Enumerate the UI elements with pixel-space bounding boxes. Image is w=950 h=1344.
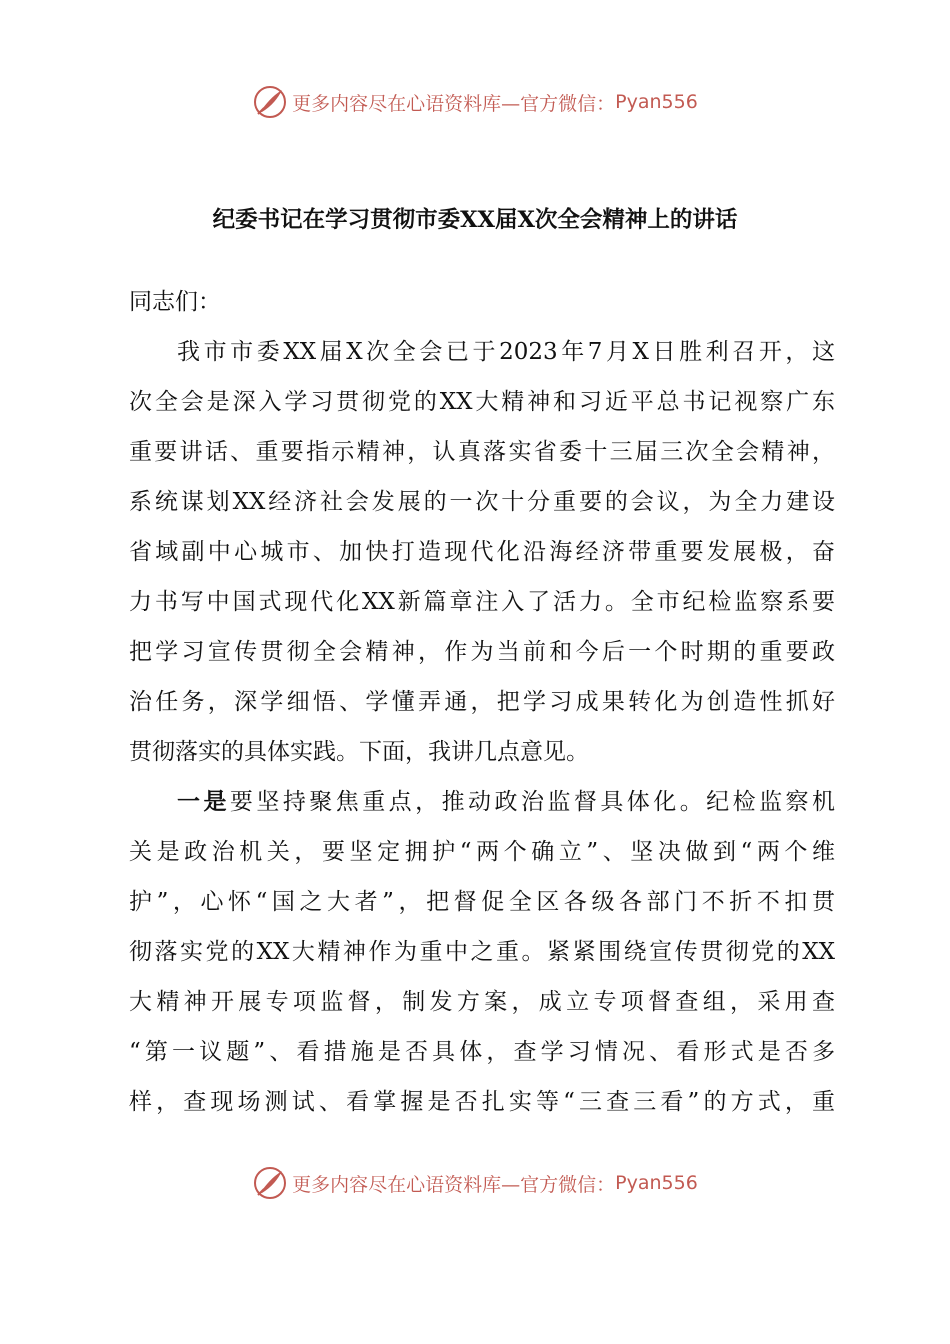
salutation: 同志们：: [129, 289, 221, 315]
paragraph-2-line: 关是政治机关，要坚定拥护“两个确立”、坚决做到“两个维: [129, 839, 835, 865]
paragraph-2-line: 大精神开展专项监督，制发方案，成立专项督查组，采用查: [129, 989, 835, 1015]
paragraph-1-line: 省域副中心城市、加快打造现代化沿海经济带重要发展极，奋: [129, 539, 835, 565]
paragraph-1-line: 次全会是深入学习贯彻党的XX大精神和习近平总书记视察广东: [129, 389, 835, 415]
paragraph-2-first-line: [129, 777, 835, 827]
paragraph-1-line: 我市市委XX届X次全会已于2023年7月X日胜利召开，这: [177, 339, 835, 365]
banner-text: 更多内容尽在心语资料库—官方微信：: [292, 1173, 616, 1196]
page-title: 纪委书记在学习贯彻市委XX届X次全会精神上的讲话: [212, 207, 738, 233]
paragraph-2-line: 护”，心怀“国之大者”，把督促全区各级各部门不折不扣贯: [129, 889, 835, 915]
paragraph-1-line: 把学习宣传贯彻全会精神，作为当前和今后一个时期的重要政: [129, 639, 835, 665]
paragraph-1-line: 系统谋划XX经济社会发展的一次十分重要的会议，为全力建设: [129, 489, 835, 515]
quill-logo-icon: [252, 84, 288, 120]
footer-watermark-banner: [0, 1161, 950, 1205]
paragraph-1-line: 治任务，深学细悟、学懂弄通，把学习成果转化为创造性抓好: [129, 689, 835, 715]
banner-text: 更多内容尽在心语资料库—官方微信：: [292, 92, 616, 115]
paragraph-2-line: “第一议题”、看措施是否具体，查学习情况、看形式是否多: [129, 1039, 835, 1065]
paragraph-2-line: 样，查现场测试、看掌握是否扎实等“三查三看”的方式，重: [129, 1089, 835, 1115]
speech-body: [129, 277, 835, 1127]
paragraph-2-first-rest: 要坚持聚焦重点，推动政治监督具体化。纪检监察机: [229, 789, 835, 815]
paragraph-2-lead: 一是: [177, 788, 230, 815]
quill-logo-icon: [252, 1165, 288, 1201]
banner-wechat-id: Pyan556: [615, 91, 698, 113]
paragraph-1-line: 贯彻落实的具体实践。下面，我讲几点意见。: [129, 739, 589, 765]
header-watermark-banner: [0, 80, 950, 124]
paragraph-1-line: 重要讲话、重要指示精神，认真落实省委十三届三次全会精神，: [129, 439, 835, 465]
paragraph-1-line: 力书写中国式现代化XX新篇章注入了活力。全市纪检监察系要: [129, 589, 835, 615]
paragraph-2-line: 彻落实党的XX大精神作为重中之重。紧紧围绕宣传贯彻党的XX: [129, 939, 835, 965]
banner-wechat-id: Pyan556: [615, 1172, 698, 1194]
